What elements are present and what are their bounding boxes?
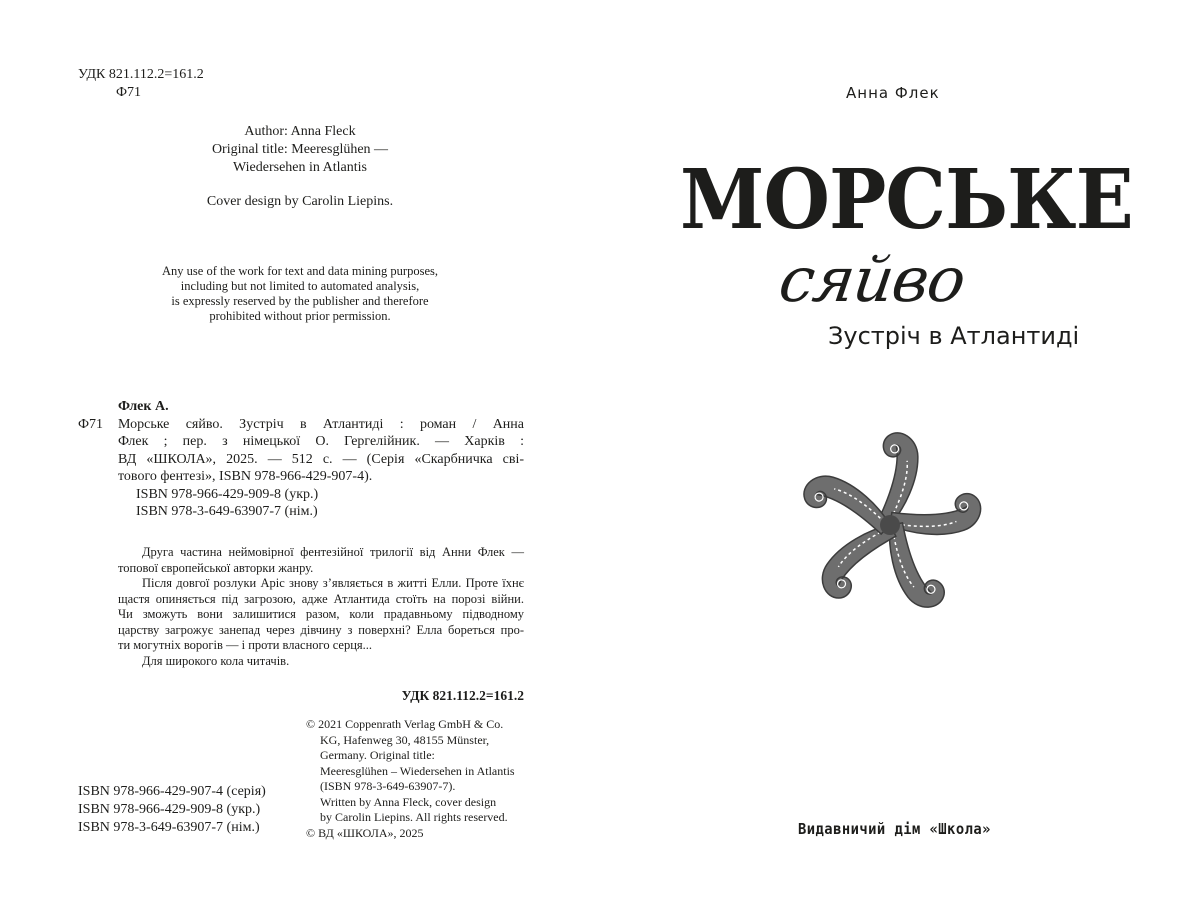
catalog-line: ВД «ШКОЛА», 2025. — 512 с. — (Серія «Скарбничка сві- [118, 451, 524, 467]
catalog-line: Флек ; пер. з німецької О. Гергелійник. — Харків : [118, 434, 524, 449]
rights-line: is expressly reserved by the publisher and therefore [171, 294, 429, 308]
title-page [600, 0, 1200, 919]
book-title: МОРСЬКЕ [680, 152, 1133, 248]
book-subtitle: Зустріч в Атлантиді [828, 322, 1080, 350]
rights-line: Any use of the work for text and data mining purposes, [162, 264, 438, 278]
catalog-isbn: ISBN 978-966-429-909-8 (укр.) [136, 486, 319, 502]
annotation-line: щастя опиняється під загрозою, адже Атлантида стоїть на порозі війни. [118, 591, 524, 606]
rights-notice [120, 264, 480, 324]
catalog-record [78, 398, 524, 521]
annotation-line: Друга частина неймовірної фентезійної трилогії від Анни Флек — [142, 545, 524, 559]
udk-header [78, 66, 204, 102]
catalog-line: Морське сяйво. Зустріч в Атлантиді : роман / Анна [118, 416, 524, 432]
copyright-line: KG, Hafenweg 30, 48155 Münster, [320, 732, 490, 747]
udk-code-bottom: УДК 821.112.2=161.2 [401, 688, 524, 703]
isbn-line: ISBN 978-966-429-907-4 (серія) [78, 784, 266, 799]
catalog-line: тового фентезі», ISBN 978-966-429-907-4). [118, 469, 373, 484]
starfish-icon [780, 410, 1000, 640]
annotation-line: ти могутніх ворогів — і проти власного серця... [118, 638, 373, 652]
credit-line: Original title: Meeresglühen — [211, 142, 389, 157]
copyright-line: Meeresglühen – Wiedersehen in Atlantis [320, 763, 515, 778]
copyright-line: © 2021 Coppenrath Verlag GmbH & Co. [306, 717, 504, 731]
isbn-list [78, 783, 266, 837]
catalog-author: Флек А. [118, 399, 169, 414]
copyright-line: Written by Anna Fleck, cover design [320, 794, 497, 809]
catalog-isbn: ISBN 978-3-649-63907-7 (нім.) [136, 504, 318, 519]
author-mark: Ф71 [116, 85, 142, 100]
udk-code: УДК 821.112.2=161.2 [78, 67, 204, 82]
starfish-center [880, 515, 900, 535]
original-credits [150, 123, 450, 177]
book-title-script: сяйво [774, 243, 970, 316]
author-name: Анна Флек [846, 84, 940, 102]
annotation-line: Для широкого кола читачів. [142, 653, 290, 668]
copyright-line: Germany. Original title: [320, 748, 435, 762]
annotation-line: топової європейської авторки жанру. [118, 560, 314, 575]
credit-line: Author: Anna Fleck [244, 124, 356, 139]
copyright-line: by Carolin Liepins. All rights reserved. [320, 810, 508, 824]
publisher-name: Видавничий дім «Школа» [798, 820, 991, 838]
copyright-notice [306, 717, 536, 841]
copyright-line: (ISBN 978-3-649-63907-7). [320, 779, 456, 793]
rights-line: prohibited without prior permission. [209, 309, 391, 323]
credit-line: Wiedersehen in Atlantis [233, 160, 367, 175]
cover-design-credit: Cover design by Carolin Liepins. [206, 194, 394, 209]
isbn-line: ISBN 978-966-429-909-8 (укр.) [78, 802, 261, 817]
annotation-line: Після довгої розлуки Аріс знову з’являється в житті Елли. Проте їхнє [142, 576, 524, 590]
copyright-line: © ВД «ШКОЛА», 2025 [306, 825, 424, 840]
annotation-line: царству загрожує занепад через дівчину з поверхні? Елла бореться про- [118, 622, 524, 637]
annotation-line: Чи зможуть вони залишитися разом, коли прадавньому підводному [118, 607, 524, 621]
isbn-line: ISBN 978-3-649-63907-7 (нім.) [78, 820, 260, 835]
catalog-code: Ф71 [78, 416, 104, 432]
rights-line: including but not limited to automated analysis, [180, 279, 420, 293]
book-annotation [118, 545, 524, 669]
